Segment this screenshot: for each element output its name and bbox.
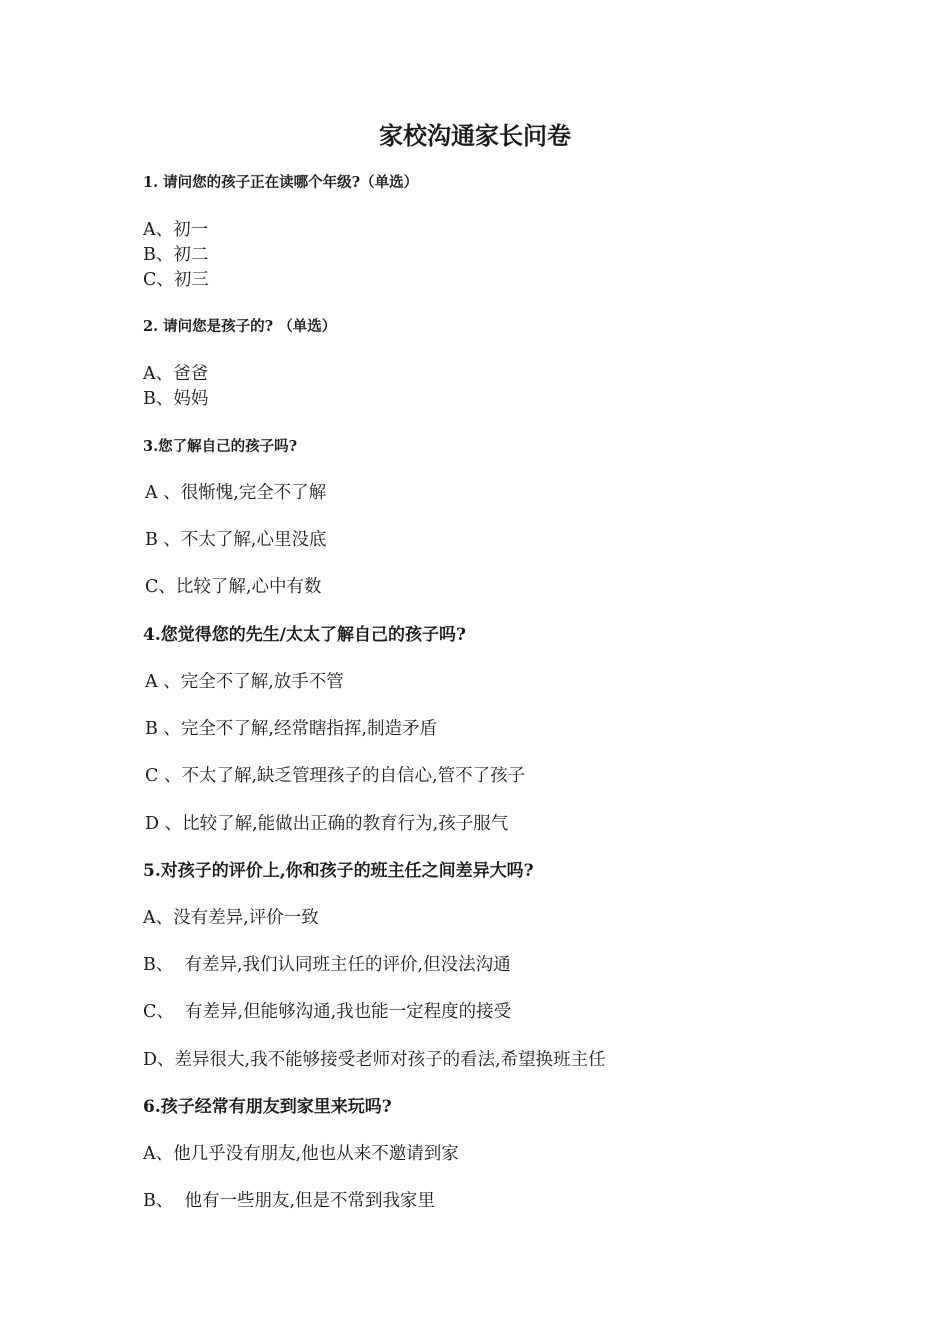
- question-5: 5.对孩子的评价上,你和孩子的班主任之间差异大吗?: [143, 861, 534, 881]
- q4-option-c: C 、不太了解,缺乏管理孩子的自信心,管不了孩子: [145, 766, 526, 786]
- q5-option-c: C、 有差异,但能够沟通,我也能一定程度的接受: [143, 1002, 512, 1022]
- q1-option-a: A、初一: [143, 220, 209, 240]
- q5-option-a: A、没有差异,评价一致: [143, 908, 319, 928]
- q4-option-b: B 、完全不了解,经常瞎指挥,制造矛盾: [145, 719, 438, 739]
- q3-option-c: C、比较了解,心中有数: [145, 577, 322, 597]
- q2-option-b: B、妈妈: [143, 389, 209, 409]
- question-2: 2. 请问您是孩子的? （单选）: [143, 318, 337, 335]
- q6-option-b: B、 他有一些朋友,但是不常到我家里: [143, 1191, 436, 1211]
- page-title: 家校沟通家长问卷: [379, 121, 571, 150]
- q1-option-b: B、初二: [143, 245, 209, 265]
- q5-option-d: D、差异很大,我不能够接受老师对孩子的看法,希望换班主任: [143, 1050, 606, 1070]
- q1-option-c: C、初三: [143, 270, 209, 290]
- question-3: 3.您了解自己的孩子吗?: [143, 438, 298, 455]
- q3-option-a: A 、很惭愧,完全不了解: [145, 483, 327, 503]
- q3-option-b: B 、不太了解,心里没底: [145, 530, 327, 550]
- question-6: 6.孩子经常有朋友到家里来玩吗?: [143, 1097, 392, 1117]
- q2-option-a: A、爸爸: [143, 364, 209, 384]
- question-4: 4.您觉得您的先生/太太了解自己的孩子吗?: [143, 625, 466, 645]
- q5-option-b: B、 有差异,我们认同班主任的评价,但没法沟通: [143, 955, 511, 975]
- question-1: 1. 请问您的孩子正在读哪个年级?（单选）: [143, 174, 419, 191]
- q4-option-d: D 、比较了解,能做出正确的教育行为,孩子服气: [145, 814, 509, 834]
- q6-option-a: A、他几乎没有朋友,他也从来不邀请到家: [143, 1144, 459, 1164]
- q4-option-a: A 、完全不了解,放手不管: [145, 672, 344, 692]
